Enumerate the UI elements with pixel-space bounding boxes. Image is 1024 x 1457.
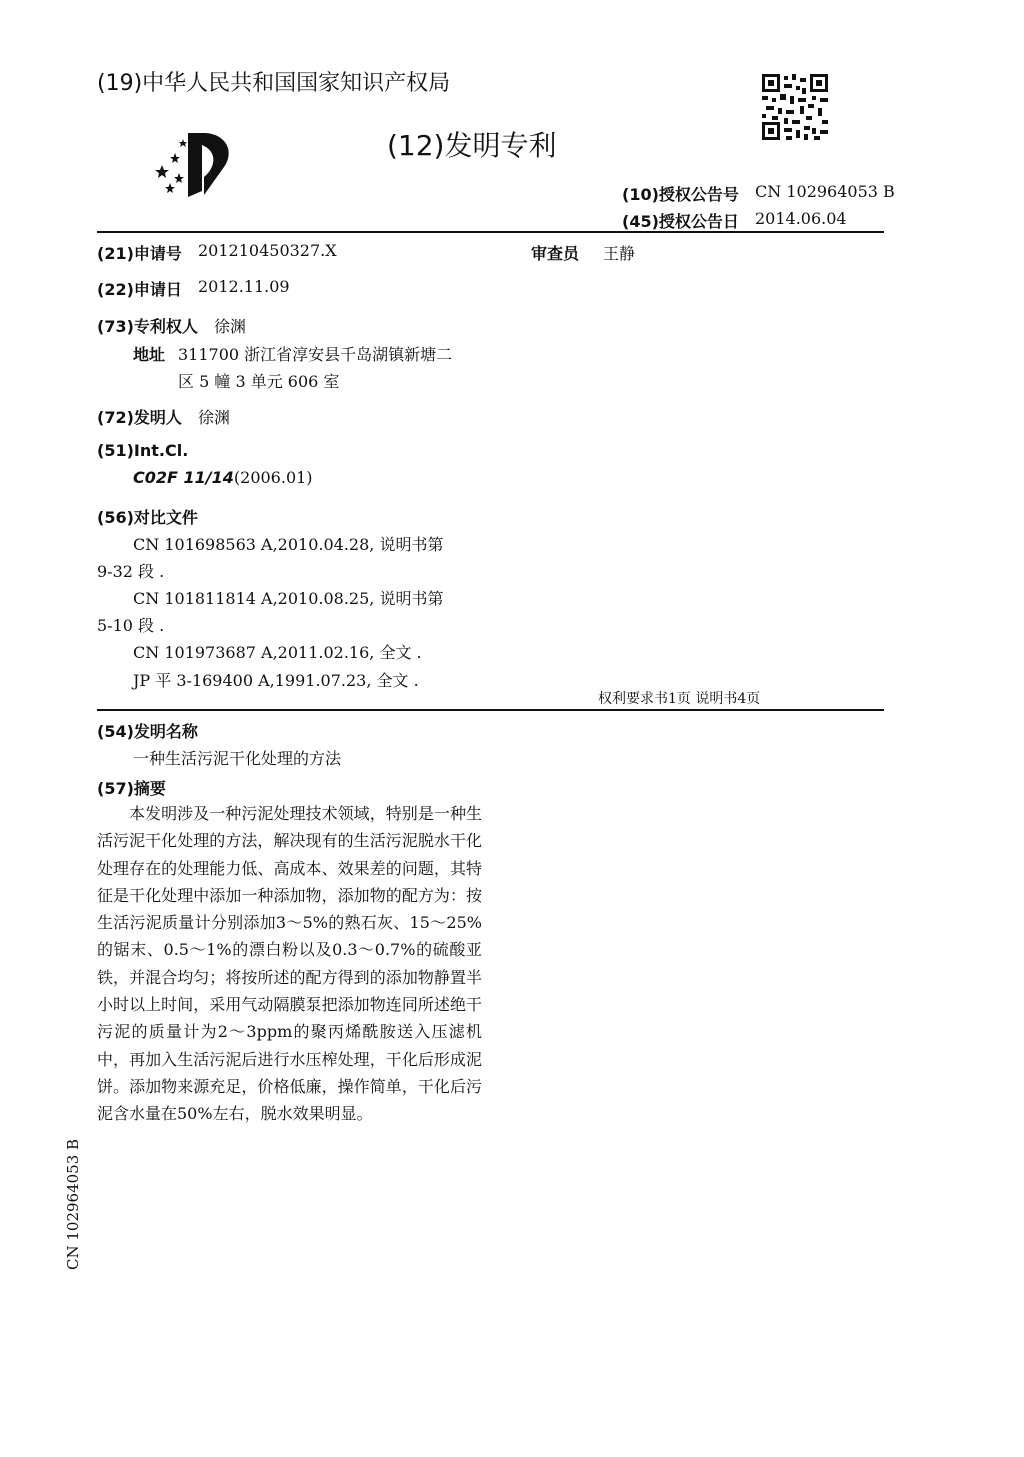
address-line-1: 311700 浙江省淳安县千岛湖镇新塘二 xyxy=(178,345,453,364)
citation-line: CN 101973687 A,2011.02.16, 全文 . xyxy=(133,643,422,662)
pub-no-label: (10)授权公告号 xyxy=(622,185,739,204)
pub-date: 2014.06.04 xyxy=(755,209,847,228)
biblio-divider xyxy=(97,709,884,711)
page-counts: 权利要求书1页 说明书4页 xyxy=(598,691,761,707)
inventor: 徐渊 xyxy=(198,408,231,427)
address-line-2: 区 5 幢 3 单元 606 室 xyxy=(178,372,340,391)
header-divider xyxy=(97,231,884,233)
citation-line: JP 平 3-169400 A,1991.07.23, 全文 . xyxy=(133,671,419,690)
patentee: 徐渊 xyxy=(214,317,247,336)
office-name: (19)中华人民共和国国家知识产权局 xyxy=(97,71,451,96)
citation-line: CN 101698563 A,2010.04.28, 说明书第 xyxy=(133,535,444,554)
citation-line: CN 101811814 A,2010.08.25, 说明书第 xyxy=(133,589,444,608)
patentee-label: (73)专利权人 xyxy=(97,317,198,336)
examiner: 王静 xyxy=(603,244,636,263)
citation-line: 9-32 段 . xyxy=(97,562,165,581)
ipc-code: C02F 11/14 xyxy=(133,468,234,487)
ipc-version: (2006.01) xyxy=(233,468,313,487)
document-type: (12)发明专利 xyxy=(387,129,557,162)
title-label: (54)发明名称 xyxy=(97,722,198,741)
cnipa-logo xyxy=(148,125,238,200)
examiner-label: 审查员 xyxy=(531,244,580,263)
app-date-label: (22)申请日 xyxy=(97,280,182,299)
app-date: 2012.11.09 xyxy=(198,277,290,296)
app-no-label: (21)申请号 xyxy=(97,244,182,263)
pub-no: CN 102964053 B xyxy=(755,182,895,201)
app-no: 201210450327.X xyxy=(198,241,337,260)
abstract-label: (57)摘要 xyxy=(97,779,166,798)
citations-label: (56)对比文件 xyxy=(97,508,198,527)
pub-date-label: (45)授权公告日 xyxy=(622,212,739,231)
address-label: 地址 xyxy=(133,345,166,364)
ipc-label: (51)Int.Cl. xyxy=(97,441,189,460)
invention-title: 一种生活污泥干化处理的方法 xyxy=(133,749,342,768)
abstract-text: 本发明涉及一种污泥处理技术领域，特别是一种生活污泥干化处理的方法，解决现有的生活污泥脱水干化处理存在的处理能力低、高成本、效果差的问题，其特征是干化处理中添加一种添加物，添加物的配方为：按生活污泥质量计分别添加3～5%的熟石灰、15～25%的锯末、0.5～1%的漂白粉以及0.3～0.7%的硫酸亚铁，并混合均匀；将按所述的配方得到的添加物静置半小时以上时间，采用气动隔膜泵把添加物连同所述绝干污泥的质量计为2～3ppm的聚丙烯酰胺送入压滤机中，再加入生活污泥后进行水压榨处理，干化后形成泥饼。添加物来源充足，价格低廉，操作简单，干化后污泥含水量在50%左右，脱水效果明显。 xyxy=(97,804,482,1124)
inventor-label: (72)发明人 xyxy=(97,408,182,427)
side-publication-number: CN 102964053 B xyxy=(64,1138,82,1270)
abstract-body xyxy=(97,800,482,1128)
ipc-line xyxy=(133,468,313,487)
citation-line: 5-10 段 . xyxy=(97,616,165,635)
qr-code-icon xyxy=(762,74,828,140)
